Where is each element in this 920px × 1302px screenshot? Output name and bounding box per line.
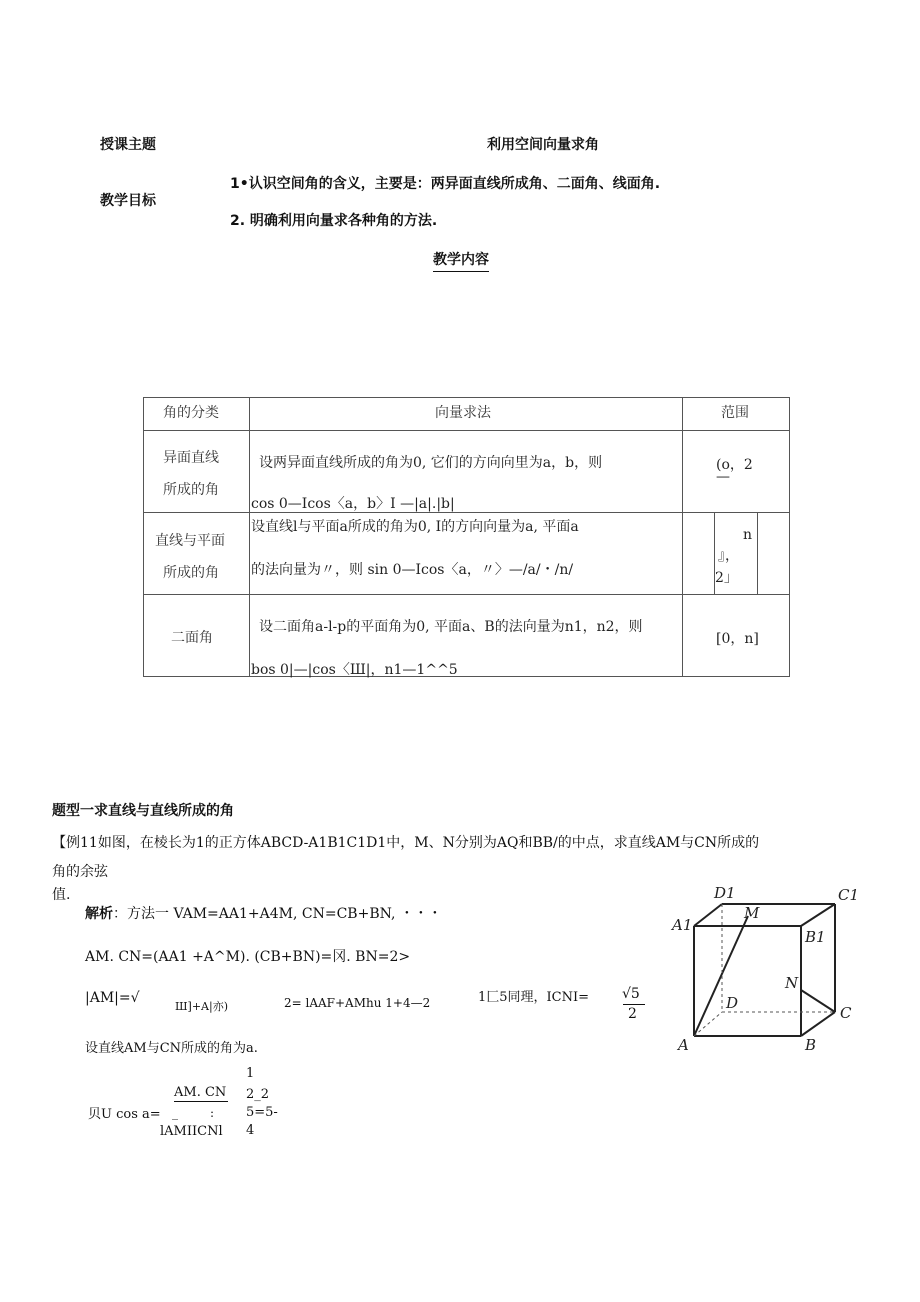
example-line2: 角的余弦 <box>52 864 108 880</box>
header-range: 范围 <box>721 405 749 421</box>
row3-type: 二面角 <box>171 630 213 646</box>
row2-method-line2: 的法向量为〃，则 sin 0—Icos〈a，〃〉—/a/・/n/ <box>251 562 574 578</box>
header-method: 向量求法 <box>435 405 491 421</box>
row1-type-line2: 所成的角 <box>163 482 219 498</box>
solution-line2: AM. CN=(AA1 +A^M). (CB+BN)=冈. BN=2> <box>85 949 411 965</box>
solution-line4: 设直线AM与CN所成的角为a. <box>85 1041 258 1056</box>
row3-method-line2: bos 0|—|cos〈Ш|，n1—1^^5 <box>251 662 458 678</box>
frac-right-3: 5=5- <box>246 1105 278 1120</box>
example-line1: 【例11如图，在棱长为1的正方体ABCD-A1B1C1D1中，M、N分别为AQ和BB/的中点，求直线AM与CN所成的 <box>52 835 760 851</box>
label-b: B <box>805 1036 817 1054</box>
frac-right-4: 4 <box>246 1123 255 1138</box>
cos-prefix: 贝U cos a= <box>88 1107 161 1122</box>
label-n: N <box>785 974 799 992</box>
row2-method-line1: 设直线l与平面a所成的角为0, I的方向向量为a, 平面a <box>251 519 579 535</box>
cos-denominator: lAMIICNl <box>160 1124 223 1139</box>
row1-type-line1: 异面直线 <box>163 450 219 466</box>
row1-method-line1: 设两异面直线所成的角为0, 它们的方向向里为a，b，则 <box>259 455 603 471</box>
row2-range-line1: n <box>743 527 753 543</box>
goal-2: 2. 明确利用向量求各种角的方法. <box>230 213 438 229</box>
row2-type-line1: 直线与平面 <box>155 533 225 549</box>
cos-numerator: AM. CN <box>174 1085 227 1100</box>
solution-line3b: Ш]+A|亦) <box>175 1000 229 1013</box>
solution-text1: ：方法一 VAM=AA1+A4M, CN=CB+BN, ・・・ <box>113 906 442 922</box>
goal-1: 1•认识空间角的含义，主要是：两异面直线所成角、二面角、线面角. <box>230 176 661 192</box>
cube-figure <box>668 878 868 1058</box>
row2-range-line2: 』， <box>718 548 739 564</box>
segment-cn <box>801 990 835 1012</box>
goal-label: 教学目标 <box>100 193 156 209</box>
label-a: A <box>678 1036 689 1054</box>
edge-b1-c1 <box>801 904 835 926</box>
frac-right-2: 2_2 <box>246 1087 270 1102</box>
row2-range-line3: 2」 <box>715 570 738 586</box>
section-title: 题型一求直线与直线所成的角 <box>52 803 234 819</box>
angle-table <box>143 397 790 677</box>
label-a1: A1 <box>672 916 693 934</box>
content-title: 教学内容 <box>433 249 489 272</box>
solution-line3d: 1匚5同理，ICNI= <box>478 990 590 1005</box>
frac-right-1: 1 <box>246 1066 255 1081</box>
example-line3: 值. <box>52 887 71 903</box>
label-c: C <box>840 1004 852 1022</box>
row1-method-line2: cos 0—Icos〈a，b〉I —|a|.|b| <box>251 496 455 512</box>
edge-b-c <box>801 1012 835 1036</box>
row3-range: [0，n] <box>716 631 759 647</box>
solution-line3c: 2= lAAF+AMhu 1+4—2 <box>284 996 431 1010</box>
topic-label: 授课主题 <box>100 137 156 153</box>
solution-line1 <box>85 903 442 923</box>
header-type: 角的分类 <box>163 405 219 421</box>
edge-a-d-hidden <box>694 1012 722 1036</box>
label-b1: B1 <box>805 928 826 946</box>
solution-label: 解析 <box>85 906 113 922</box>
topic-value: 利用空间向量求角 <box>487 137 599 153</box>
sqrt5-den: 2 <box>628 1006 637 1022</box>
cos-mid1: _ <box>172 1106 178 1120</box>
label-c1: C1 <box>838 886 860 904</box>
row1-range-line2: — <box>716 469 730 485</box>
label-d1: D1 <box>714 884 736 902</box>
sqrt5: √5 <box>622 986 640 1002</box>
edge-a1-d1 <box>694 904 722 926</box>
row1-range-line1: (o，2 <box>716 457 753 473</box>
row2-type-line2: 所成的角 <box>163 565 219 581</box>
cos-mid2: : <box>210 1106 215 1120</box>
label-d: D <box>726 994 739 1012</box>
row3-method-line1: 设二面角a-l-p的平面角为0, 平面a、B的法向量为n1，n2，则 <box>259 619 643 635</box>
solution-line3a: |AM|=√ <box>85 990 140 1006</box>
segment-am <box>694 916 748 1036</box>
label-m: M <box>744 904 760 922</box>
